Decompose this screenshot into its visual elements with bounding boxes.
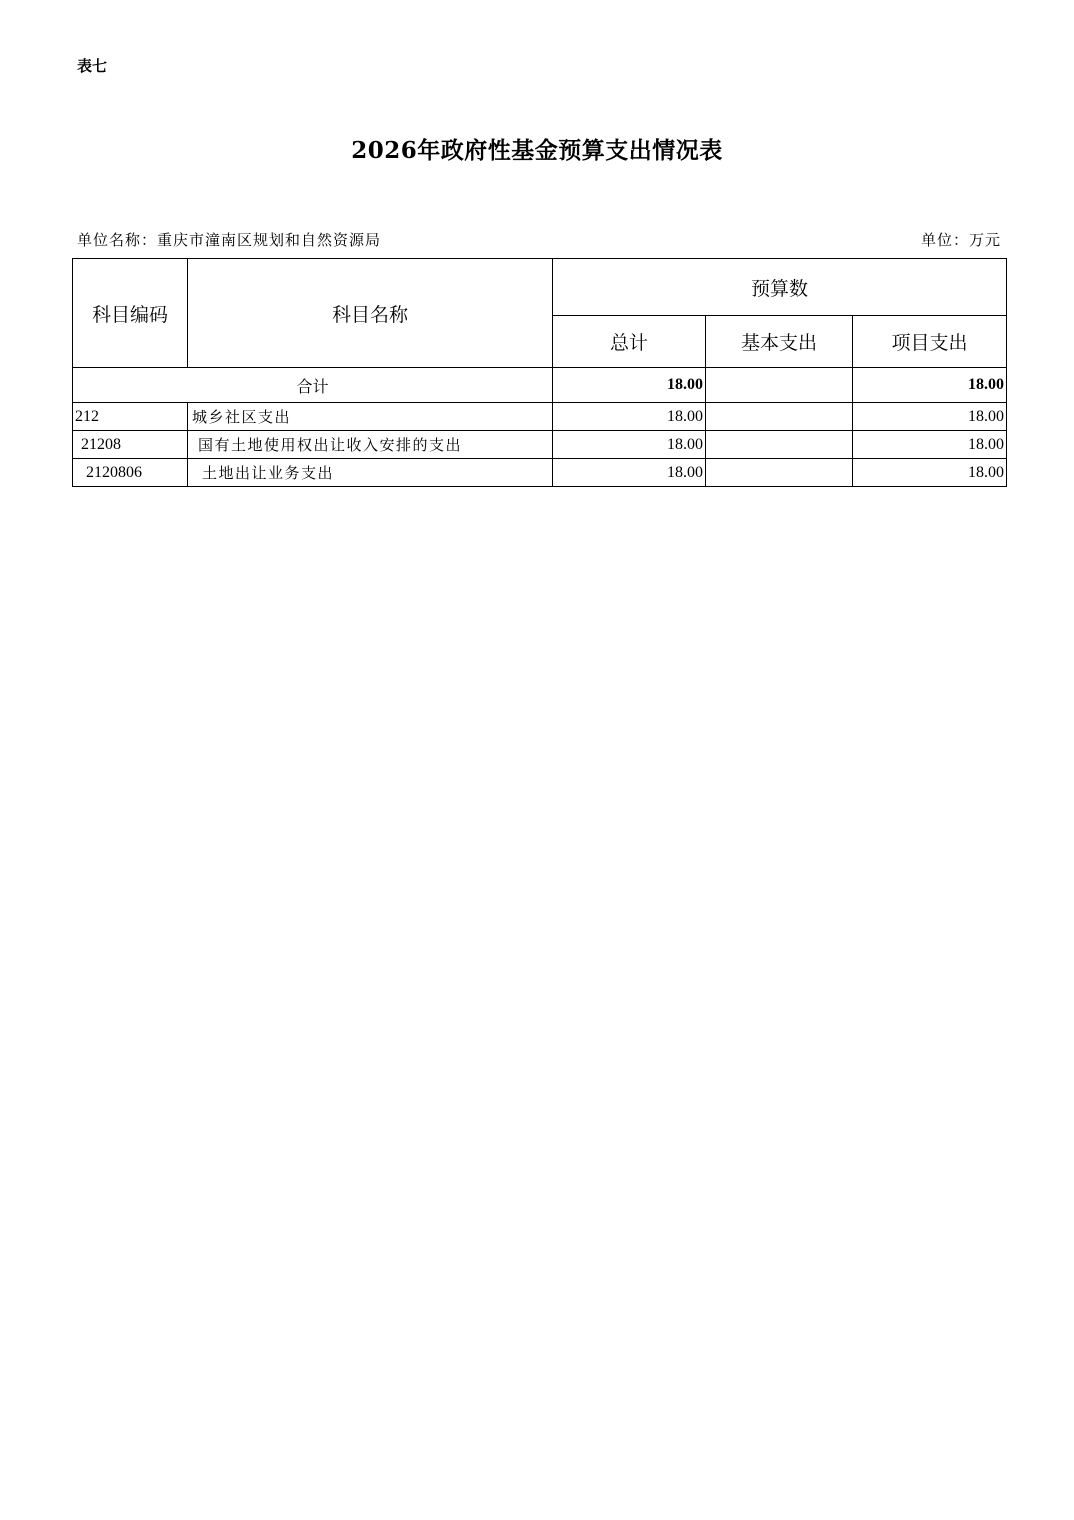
row-project: 18.00	[853, 459, 1007, 487]
header-total: 总计	[553, 316, 706, 368]
unit-measure: 单位：万元	[920, 231, 1001, 249]
page-title: 2026年政府性基金预算支出情况表	[351, 137, 723, 164]
budget-table	[72, 258, 1007, 487]
total-project: 18.00	[853, 368, 1007, 403]
header-project: 项目支出	[853, 316, 1007, 368]
row-basic	[706, 431, 853, 459]
row-project: 18.00	[853, 403, 1007, 431]
row-basic	[706, 403, 853, 431]
table-row	[73, 459, 1007, 487]
row-basic	[706, 459, 853, 487]
row-code: 2120806	[73, 459, 188, 487]
row-code: 21208	[73, 431, 188, 459]
total-row	[73, 368, 1007, 403]
table-row	[73, 403, 1007, 431]
row-name: 国有土地使用权出让收入安排的支出	[188, 431, 553, 459]
row-total: 18.00	[553, 431, 706, 459]
row-project: 18.00	[853, 431, 1007, 459]
total-label: 合计	[73, 368, 553, 403]
header-code: 科目编码	[73, 259, 188, 368]
row-name: 土地出让业务支出	[188, 459, 553, 487]
row-code: 212	[73, 403, 188, 431]
row-name: 城乡社区支出	[188, 403, 553, 431]
table-label: 表七	[77, 57, 108, 75]
row-total: 18.00	[553, 403, 706, 431]
total-basic	[706, 368, 853, 403]
table-row	[73, 431, 1007, 459]
header-budget: 预算数	[553, 259, 1007, 316]
total-total: 18.00	[553, 368, 706, 403]
header-name: 科目名称	[188, 259, 553, 368]
unit-name: 单位名称：重庆市潼南区规划和自然资源局	[77, 231, 382, 249]
header-basic: 基本支出	[706, 316, 853, 368]
row-total: 18.00	[553, 459, 706, 487]
